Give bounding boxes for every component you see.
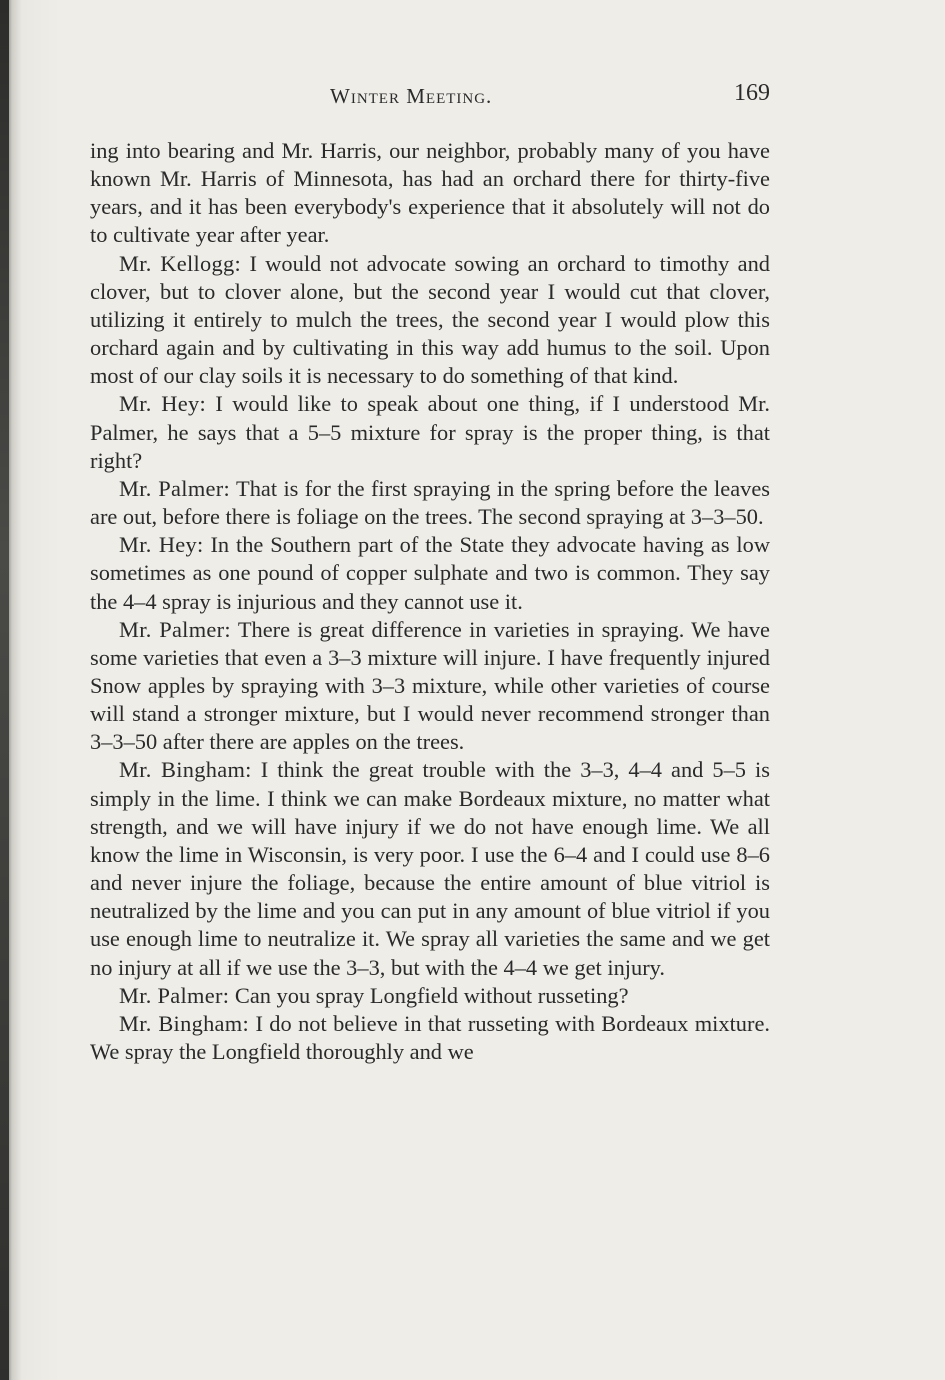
speaker-name: Mr. Kellogg: [119, 250, 242, 276]
speaker-name: Mr. Bingham: [119, 757, 252, 783]
speaker-name: Mr. Hey: [119, 391, 207, 417]
running-head: Winter Meeting. [330, 84, 493, 108]
paragraph-text: I would not advocate sowing an orchard to timothy and clover, but to clover alone, but the second year I would cut that clover, utilizing it entirely to mulch the trees, the second year I would plow this orchard again and by cultivating in this way add humus to the soil. Upon most of our clay soils it is necessary to do something of that kind. [90, 250, 770, 389]
paragraph-palmer-1 [90, 475, 770, 531]
page-header [90, 78, 770, 108]
paragraph-text: ing into bearing and Mr. Harris, our neighbor, probably many of you have known Mr. Harris of Minnesota, has had an orchard there for thirty-five years, and it has been everybody's experience that it absolutely will not do to cultivate year after year. [90, 138, 770, 248]
paragraph-bingham-2 [90, 1010, 770, 1066]
paragraph-kellogg [90, 250, 770, 391]
paragraph-hey-2 [90, 531, 770, 615]
paragraph-palmer-3 [90, 982, 770, 1010]
speaker-name: Mr. Bingham: [119, 1010, 250, 1036]
speaker-name: Mr. Hey: [119, 532, 204, 558]
paragraph-continuation [90, 137, 770, 250]
paragraph-text: There is great difference in varieties in spraying. We have some varieties that even a 3–3 mixture will injure. I have frequently injured Snow apples by spraying with 3–3 mixture, while other varieties of course will stand a stronger mixture, but I would never recommend stronger than 3–3–50 after there are apples on the trees. [90, 616, 770, 755]
paragraph-text: That is for the first spraying in the spring before the leaves are out, before there is foliage on the trees. The second spraying at 3–3–50. [90, 475, 770, 530]
paragraph-text: I would like to speak about one thing, if I understood Mr. Palmer, he says that a 5–5 mixture for spray is the proper thing, is that right? [90, 391, 770, 473]
speaker-name: Mr. Palmer: [119, 475, 231, 501]
paragraph-text: I think the great trouble with the 3–3, 4–4 and 5–5 is simply in the lime. I think we can make Bordeaux mixture, no matter what strength, and we will have injury if we do not have enough lime. We all know the lime in Wisconsin, is very poor. I use the 6–4 and I could use 8–6 and never injure the foliage, because the entire amount of blue vitriol is neutralized by the lime and you can put in any amount of blue vitriol if you use enough lime to neutralize it. We spray all varieties the same and we get no injury at all if we use the 3–3, but with the 4–4 we get injury. [90, 757, 770, 980]
paragraph-text: In the Southern part of the State they advocate having as low sometimes as one pound of copper sulphate and two is common. They say the 4–4 spray is injurious and they cannot use it. [90, 532, 770, 614]
paragraph-text: Can you spray Longfield without russeting? [234, 982, 629, 1008]
speaker-name: Mr. Palmer: [119, 616, 231, 642]
speaker-name: Mr. Palmer: [119, 982, 230, 1008]
page-body [90, 137, 770, 1066]
paragraph-bingham-1 [90, 756, 770, 981]
paragraph-hey-1 [90, 390, 770, 474]
paragraph-text: I do not believe in that russeting with Bordeaux mixture. We spray the Longfield thoroughly and we [90, 1010, 770, 1064]
binding-edge-shadow [0, 0, 9, 1380]
page-number: 169 [734, 80, 770, 106]
paragraph-palmer-2 [90, 616, 770, 757]
